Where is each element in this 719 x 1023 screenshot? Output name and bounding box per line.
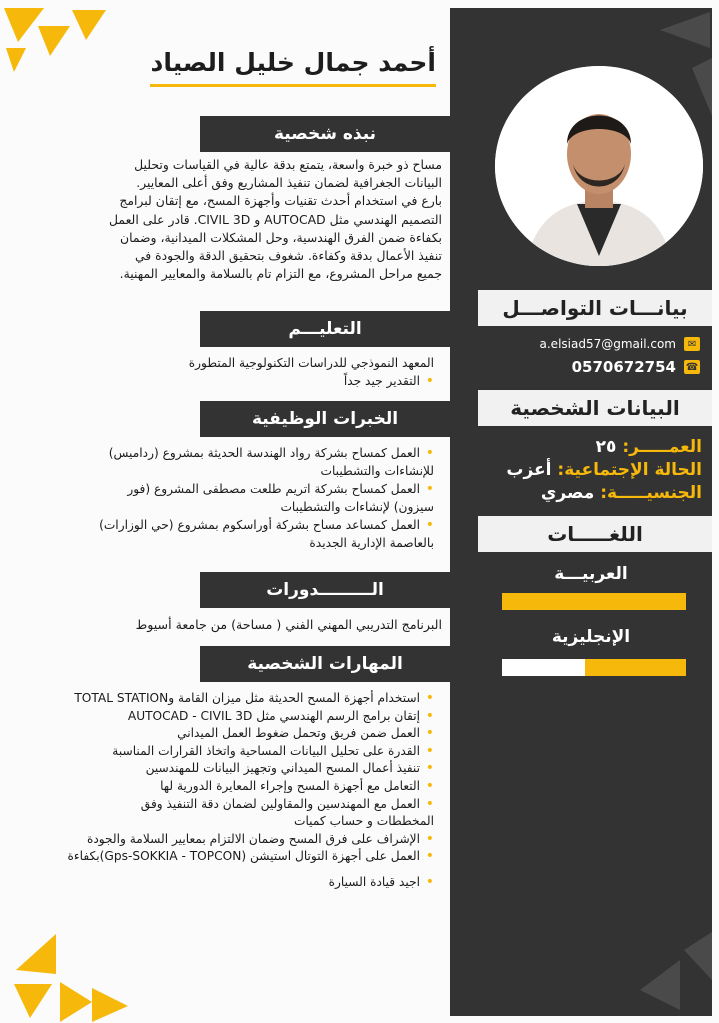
contact-phone-row: [478, 358, 700, 376]
contact-heading: بيانـــات التواصـــل: [478, 290, 712, 326]
marital-status-label: الحالة الإجتماعية:: [557, 460, 702, 480]
courses-heading: الـــــــــدورات: [200, 572, 450, 608]
skill-item: • العمل على أجهزة التوتال استيشن (Gps-SOKKIA - TOPCON)بكفاءة: [8, 848, 434, 866]
personal-status-row: [480, 459, 702, 481]
skill-item: • التعامل مع أجهزة المسح وإجراء المعايرة الدورية لها: [8, 778, 434, 796]
experience-item-cont: [8, 534, 434, 552]
languages-heading: اللغـــــات: [478, 516, 712, 552]
age-label: العمـــــر:: [622, 437, 702, 457]
experience-item: [8, 480, 434, 498]
skill-item: • القدرة على تحليل البيانات المساحية واتخاذ القرارات المناسبة: [8, 743, 434, 761]
about-line: تنفيذ الأعمال بدقة وكفاءة. شغوف بتحقيق الدقة والجودة في: [134, 248, 442, 264]
language-arabic-bar: [502, 593, 686, 610]
language-english-bar: [502, 659, 686, 676]
nationality-label: الجنسيـــــة:: [600, 483, 702, 503]
language-english-fill: [585, 659, 686, 676]
about-paragraph: [10, 156, 442, 283]
name-underline: [150, 84, 436, 87]
person-name: أحمد جمال خليل الصياد: [150, 48, 436, 77]
about-line: مساح ذو خبرة واسعة، يتمتع بدقة عالية في القياسات وتحليل: [134, 157, 442, 172]
skills-list: [8, 690, 434, 892]
phone-icon: ☎: [685, 361, 699, 373]
experience-line: العمل كمساعد مساح بشركة أوراسكوم بمشروع (حي الوزارات): [99, 518, 420, 532]
education-grade: • التقدير جيد جداً: [8, 372, 434, 390]
skill-item-cont: المخططات و حساب كميات: [293, 814, 434, 829]
age-value: ٢٥: [595, 437, 617, 457]
skill-item: • العمل ضمن فريق وتحمل ضغوط العمل الميداني: [8, 725, 434, 743]
language-arabic-name: العربيـــة: [554, 564, 628, 584]
contact-phone[interactable]: 0570672754: [571, 358, 676, 376]
personal-nationality-row: [480, 482, 702, 504]
marital-status-value: أعزب: [506, 460, 552, 480]
contact-email-row: [478, 337, 700, 351]
envelope-icon: ✉: [684, 337, 700, 351]
experience-item: [8, 516, 434, 534]
skill-item: • تنفيذ أعمال المسح الميداني وتجهيز البيانات للمهندسين: [8, 760, 434, 778]
education-heading: التعليـــم: [200, 311, 450, 347]
nationality-value: مصري: [540, 483, 595, 503]
language-english-name: الإنجليزية: [551, 627, 631, 647]
skill-item: • اجيد قيادة السيارة: [8, 874, 434, 892]
yellow-triangle-decoration-bottom: [0, 928, 140, 1023]
about-line: بكفاءة ضمن الفرق الهندسية، وحل المشكلات الميدانية، وضمان: [119, 229, 442, 245]
experience-line: بالعاصمة الإدارية الجديدة: [309, 536, 434, 550]
courses-text: البرنامج التدريبي المهني الفني ( مساحة) من جامعة أسيوط: [135, 617, 442, 632]
contact-email[interactable]: a.elsiad57@gmail.com: [539, 337, 676, 351]
language-arabic-fill: [502, 593, 686, 610]
personal-age-row: [480, 436, 702, 458]
education-list: [8, 354, 434, 390]
about-heading: نبذه شخصية: [200, 116, 450, 152]
experience-list: [8, 444, 434, 552]
about-line: بارع في استخدام أحدث تقنيات وأجهزة المسح، مع إتقان لبرامج: [119, 193, 442, 209]
experience-item-cont: [8, 462, 434, 480]
skill-item: • إتقان برامج الرسم الهندسي مثل AUTOCAD - CIVIL 3D: [8, 708, 434, 726]
profile-photo: [495, 66, 703, 266]
experience-line: العمل كمساح بشركة اتريم طلعت مصطفى المشروع (فور: [127, 482, 420, 496]
person-portrait-icon: [495, 66, 703, 266]
skill-item: • العمل مع المهندسين والمقاولين لضمان دقة التنفيذ وفق: [8, 796, 434, 814]
personal-data-heading: البيانات الشخصية: [478, 390, 712, 426]
education-institute: المعهد النموذجي للدراسات التكنولوجية المتطورة: [188, 356, 434, 370]
yellow-triangle-decoration-top: [0, 0, 110, 90]
sidebar-triangle-decoration-bottom: [620, 930, 712, 1016]
experience-heading: الخبرات الوظيفية: [200, 401, 450, 437]
experience-line: سيزون) لإنشاءات والتشطيبات: [280, 500, 434, 514]
skill-item: • استخدام أجهزة المسح الحديثة مثل ميزان القامة وTOTAL STATION: [8, 690, 434, 708]
experience-item-cont: [8, 498, 434, 516]
experience-line: للإنشاءات والتشطيبات: [320, 464, 434, 478]
skills-heading: المهارات الشخصية: [200, 646, 450, 682]
skill-item: • الإشراف على فرق المسح وضمان الالتزام بمعايير السلامة والجودة: [8, 831, 434, 849]
about-line: التصميم الهندسي مثل AUTOCAD و CIVIL 3D. قادر على العمل: [109, 211, 442, 227]
about-line: البيانات الجغرافية لضمان تنفيذ المشاريع وفق أعلى المعايير.: [136, 175, 442, 191]
experience-line: العمل كمساح بشركة رواد الهندسة الحديثة بمشروع (رداميس): [108, 446, 420, 460]
experience-item: [8, 444, 434, 462]
about-line: جميع مراحل المشروع، مع التزام تام بالسلامة والمعايير المهنية.: [119, 266, 442, 282]
